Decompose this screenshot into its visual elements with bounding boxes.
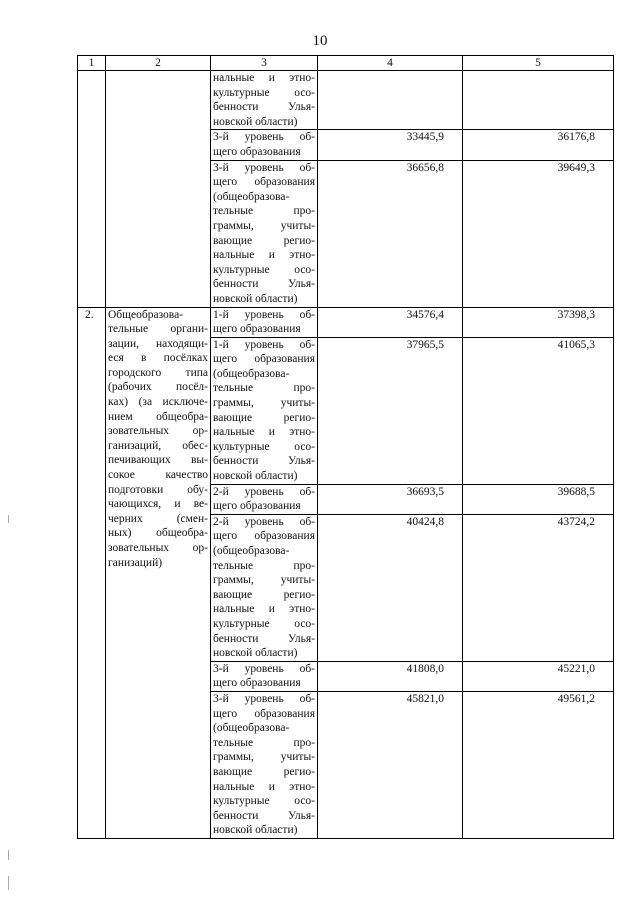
level-cell (211, 71, 318, 130)
text-line: щего образования (213, 707, 315, 720)
text-line: нальные и этно- (213, 426, 315, 439)
text-line: культурные осо- (213, 617, 315, 630)
value-col-4-cell: 36656,8 (318, 160, 463, 307)
text-line: 3-й уровень об- (213, 131, 315, 144)
table-body (78, 56, 614, 839)
text-line: ганизаций, обес- (108, 439, 208, 452)
text-line: ных) общеобра- (108, 527, 208, 540)
text-line: 2-й уровень об- (213, 515, 315, 528)
text-line: бенности Улья- (213, 632, 315, 645)
text-line: граммы, учиты- (213, 574, 315, 587)
level-cell (211, 337, 318, 484)
text-line: нальные и этно- (213, 780, 315, 793)
text-line: бенности Улья- (213, 455, 315, 468)
text-line: печивающих вы- (108, 454, 208, 467)
level-cell (211, 307, 318, 337)
text-line: нальные и этно- (213, 72, 315, 84)
row-name-cell (106, 307, 211, 838)
level-cell (211, 484, 318, 514)
text-line: (общеобразова- (213, 190, 290, 203)
text-line: 2-й уровень об- (213, 485, 315, 498)
text-line: ганизаций) (108, 556, 163, 569)
value-col-4-cell: 33445,9 (318, 130, 463, 160)
margin-mark (8, 515, 9, 523)
text-line: культурные осо- (213, 440, 315, 453)
text-line: (общеобразова- (213, 545, 290, 557)
text-line: 3-й уровень об- (213, 662, 315, 675)
text-line: щего образования (213, 500, 301, 513)
text-line: (рабочих посёл- (108, 381, 208, 394)
text-line: вающие регио- (213, 234, 315, 247)
value-col-5-cell: 45221,0 (463, 661, 614, 691)
text-line: сокое качество (108, 469, 208, 482)
value-col-4-cell (318, 71, 463, 130)
text-line: нальные и этно- (213, 603, 315, 616)
header-col-2: 2 (106, 56, 211, 71)
value-col-5-cell: 36176,8 (463, 130, 614, 160)
text-line: щего образования (213, 530, 315, 543)
text-line: щего образования (213, 145, 301, 158)
column-number-header (78, 56, 614, 71)
row-index-cell: 2. (78, 307, 106, 838)
tariff-table (77, 55, 614, 839)
text-line: культурные осо- (213, 795, 315, 808)
value-col-4-cell: 41808,0 (318, 661, 463, 691)
text-line: новской области) (213, 824, 298, 837)
text-line: нальные и этно- (213, 249, 315, 262)
text-line: (общеобразова- (213, 722, 290, 735)
row-name-cell (106, 71, 211, 308)
margin-mark (8, 850, 9, 860)
table-row (78, 71, 614, 130)
text-line: тельные про- (213, 205, 315, 218)
value-col-4-cell: 45821,0 (318, 691, 463, 838)
text-line: черних (смен- (108, 512, 208, 525)
text-line: чающихся, и ве- (108, 498, 208, 511)
value-col-5-cell: 43724,2 (463, 514, 614, 661)
text-line: бенности Улья- (213, 278, 315, 291)
text-line: подготовки обу- (108, 483, 208, 496)
text-line: (общеобразова- (213, 367, 290, 380)
text-line: нием общеобра- (108, 410, 208, 423)
value-col-4-cell: 40424,8 (318, 514, 463, 661)
text-line: новской области) (213, 470, 298, 483)
value-col-4-cell: 34576,4 (318, 307, 463, 337)
text-line: тельные про- (213, 559, 315, 572)
text-line: еся в посёлках (108, 352, 208, 365)
text-line: зовательных ор- (108, 542, 208, 554)
header-col-4: 4 (318, 56, 463, 71)
text-line: щего образования (213, 176, 315, 189)
table-row (78, 307, 614, 337)
text-line: городского типа (108, 366, 208, 379)
value-col-5-cell: 49561,2 (463, 691, 614, 838)
text-line: культурные осо- (213, 86, 315, 99)
text-line: тельные про- (213, 736, 315, 749)
text-line: ках) (за исключе- (108, 396, 208, 409)
value-col-5-cell (463, 71, 614, 130)
header-col-5: 5 (463, 56, 614, 71)
text-line: граммы, учиты- (213, 751, 315, 764)
level-cell (211, 661, 318, 691)
text-line: щего образования (213, 323, 301, 336)
page-number: 10 (312, 33, 328, 49)
text-line: граммы, учиты- (213, 397, 315, 410)
value-col-4-cell: 36693,5 (318, 484, 463, 514)
text-line: граммы, учиты- (213, 219, 315, 232)
text-line: Общеобразова- (108, 308, 184, 321)
text-line: вающие регио- (213, 765, 315, 778)
row-index-cell (78, 71, 106, 308)
text-line: тельные про- (213, 382, 315, 395)
value-col-5-cell: 39688,5 (463, 484, 614, 514)
text-line: зовательных ор- (108, 425, 208, 438)
header-col-3: 3 (211, 56, 318, 71)
header-col-1: 1 (78, 56, 106, 71)
level-cell (211, 514, 318, 661)
text-line: зации, находящи- (108, 337, 208, 350)
text-line: 1-й уровень об- (213, 308, 315, 321)
text-line: вающие регио- (213, 588, 315, 601)
text-line: 3-й уровень об- (213, 692, 315, 705)
text-line: культурные осо- (213, 263, 315, 276)
level-cell (211, 691, 318, 838)
text-line: новской области) (213, 647, 298, 660)
text-line: щего образования (213, 353, 315, 366)
text-line: 1-й уровень об- (213, 338, 315, 351)
value-col-5-cell: 41065,3 (463, 337, 614, 484)
text-line: бенности Улья- (213, 101, 315, 114)
value-col-4-cell: 37965,5 (318, 337, 463, 484)
margin-mark (8, 876, 9, 890)
level-cell (211, 160, 318, 307)
text-line: бенности Улья- (213, 809, 315, 822)
text-line: 3-й уровень об- (213, 161, 315, 174)
text-line: новской области) (213, 292, 298, 305)
value-col-5-cell: 39649,3 (463, 160, 614, 307)
text-line: вающие регио- (213, 411, 315, 424)
level-cell (211, 130, 318, 160)
text-line: щего образования (213, 677, 301, 690)
text-line: новской области) (213, 115, 298, 128)
value-col-5-cell: 37398,3 (463, 307, 614, 337)
text-line: тельные органи- (108, 323, 208, 336)
